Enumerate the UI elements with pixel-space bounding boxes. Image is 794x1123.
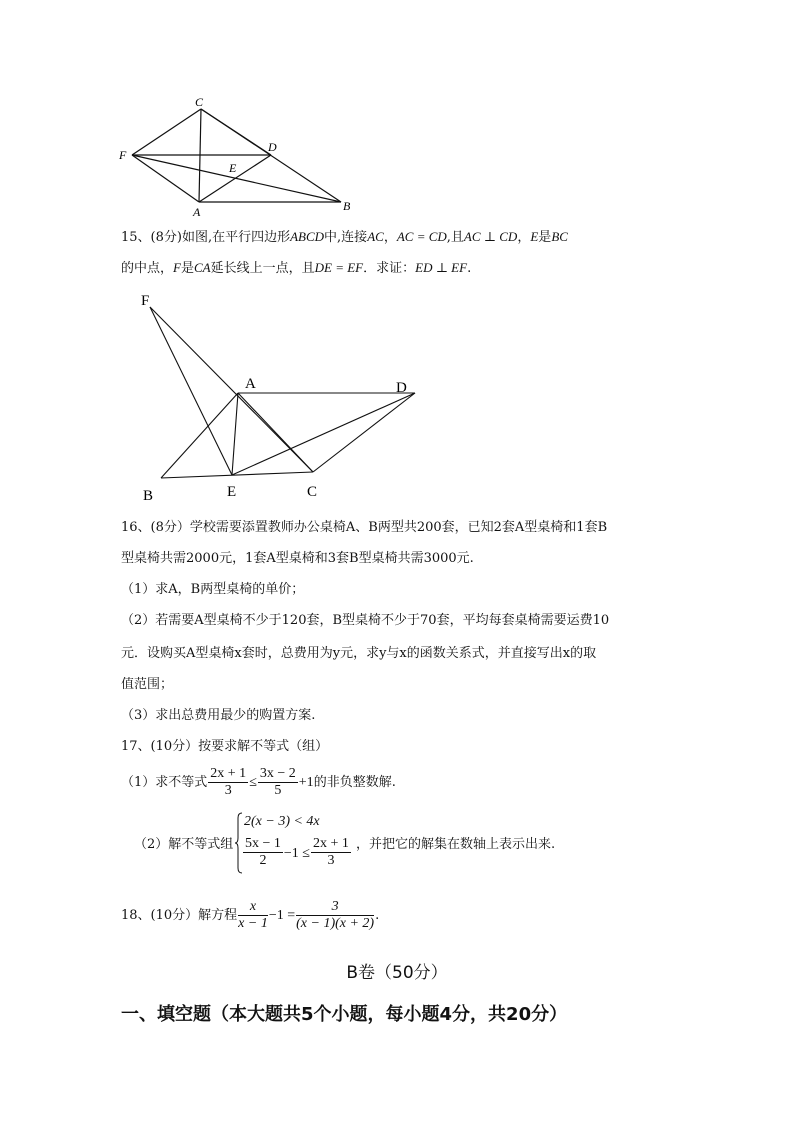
label-C: C <box>307 484 318 500</box>
q15-math: E <box>530 229 539 244</box>
q18-line <box>121 896 379 936</box>
label-E: E <box>229 161 237 175</box>
q17-sub1-suffix: 的非负整数解. <box>313 775 396 790</box>
label-B: B <box>343 199 351 213</box>
q16-line-1: 16、(8分）学校需要添置教师办公桌椅A、B两型共200套，已知2套A型桌椅和1套B <box>121 520 608 535</box>
denominator: (x − 1)(x + 2) <box>296 916 375 931</box>
q15-text: ， <box>383 230 397 245</box>
numerator: 2x + 1 <box>313 836 349 851</box>
fraction <box>258 766 298 799</box>
label-D: D <box>396 380 407 396</box>
minus-one-le: −1 ≤ <box>283 846 310 861</box>
minus-one-eq: −1 = <box>268 908 296 923</box>
q15-math: DE = EF <box>314 260 364 275</box>
denominator: 3 <box>327 853 335 868</box>
numerator: x <box>238 899 268 916</box>
system-line-1: 2(x − 3) < 4x <box>244 814 320 829</box>
plus-one: +1 <box>298 775 314 790</box>
q17-sub-2-suffix: ，并把它的解集在数轴上表示出来. <box>356 837 556 852</box>
le-sign: ≤ <box>249 775 257 790</box>
q15-math: F <box>173 260 181 275</box>
numerator: 5x − 1 <box>245 836 281 851</box>
label-F: F <box>141 293 150 309</box>
q17-sub-2-prefix: （2）解不等式组 <box>134 837 234 852</box>
fraction <box>311 836 351 869</box>
q17-sub1-prefix: （1）求不等式 <box>121 775 208 790</box>
label-B: B <box>143 488 154 504</box>
fraction <box>208 766 248 799</box>
figure-1-parallelogram <box>110 92 360 222</box>
q15-text: 15、(8分)如图,在平行四边形 <box>121 230 291 245</box>
label-A: A <box>193 205 201 219</box>
q16-line-2: 型桌椅共需2000元，1套A型桌椅和3套B型桌椅共需3000元. <box>121 551 474 566</box>
q15-math: ED ⊥ EF <box>415 260 468 275</box>
q15-text: 中,连接 <box>324 230 368 245</box>
q15-text: ， <box>517 230 531 245</box>
label-A: A <box>245 376 256 392</box>
q18-suffix: . <box>375 908 380 923</box>
q16-sub-2-line-1: （2）若需要A型桌椅不少于120套，B型桌椅不少于70套，平均每套桌椅需要运费10 <box>121 613 610 628</box>
system-line-2 <box>242 836 352 869</box>
q17-title: 17、(10分）按要求解不等式（组） <box>121 739 329 754</box>
label-C: C <box>195 95 204 109</box>
q15-text: 是 <box>538 230 552 245</box>
section-b-title: B卷（50分） <box>346 963 448 983</box>
denominator: 3 <box>224 783 232 798</box>
q15-math: BC <box>551 229 568 244</box>
numerator: 2x + 1 <box>210 766 247 781</box>
q15-math: CA <box>193 260 211 275</box>
fraction <box>243 836 283 869</box>
q15-math: AC = CD <box>396 229 447 244</box>
q15-text: . <box>467 261 472 276</box>
fraction <box>296 899 374 932</box>
figure-2-parallelogram <box>130 285 430 505</box>
q15-text: ．求证： <box>363 261 416 276</box>
q18-prefix: 18、(10分）解方程 <box>121 908 238 923</box>
fraction <box>238 899 268 932</box>
denominator: x − 1 <box>238 916 268 931</box>
inequality-system <box>235 812 355 876</box>
q17-sub-1 <box>121 763 396 803</box>
q15-text: ,且 <box>446 230 464 245</box>
q15-text: 是 <box>180 261 194 276</box>
q15-math: ABCD <box>290 229 325 244</box>
denominator: 5 <box>274 783 282 798</box>
q15-text: 的中点， <box>121 261 174 276</box>
numerator: 3 <box>296 899 374 916</box>
q15-math: AC <box>367 229 384 244</box>
q16-sub-2-line-3: 值范围； <box>121 677 174 692</box>
q15-math: AC ⊥ CD <box>463 229 518 244</box>
section-one-title: 一、填空题（本大题共5个小题，每小题4分，共20分） <box>121 1004 568 1025</box>
q15-text: 延长线上一点，且 <box>210 261 315 276</box>
denominator: 2 <box>259 853 267 868</box>
q16-sub-3: （3）求出总费用最少的购置方案. <box>121 708 316 723</box>
q15-line-2 <box>121 259 471 278</box>
q16-sub-2-line-2: 元．设购买A型桌椅x套时，总费用为y元，求y与x的函数关系式，并直接写出x的取 <box>121 646 597 661</box>
q15-line-1 <box>121 228 568 247</box>
q16-sub-1: （1）求A，B两型桌椅的单价； <box>121 582 305 597</box>
label-E: E <box>227 484 237 500</box>
numerator: 3x − 2 <box>259 766 296 781</box>
label-D: D <box>268 140 277 154</box>
label-F: F <box>119 148 127 162</box>
